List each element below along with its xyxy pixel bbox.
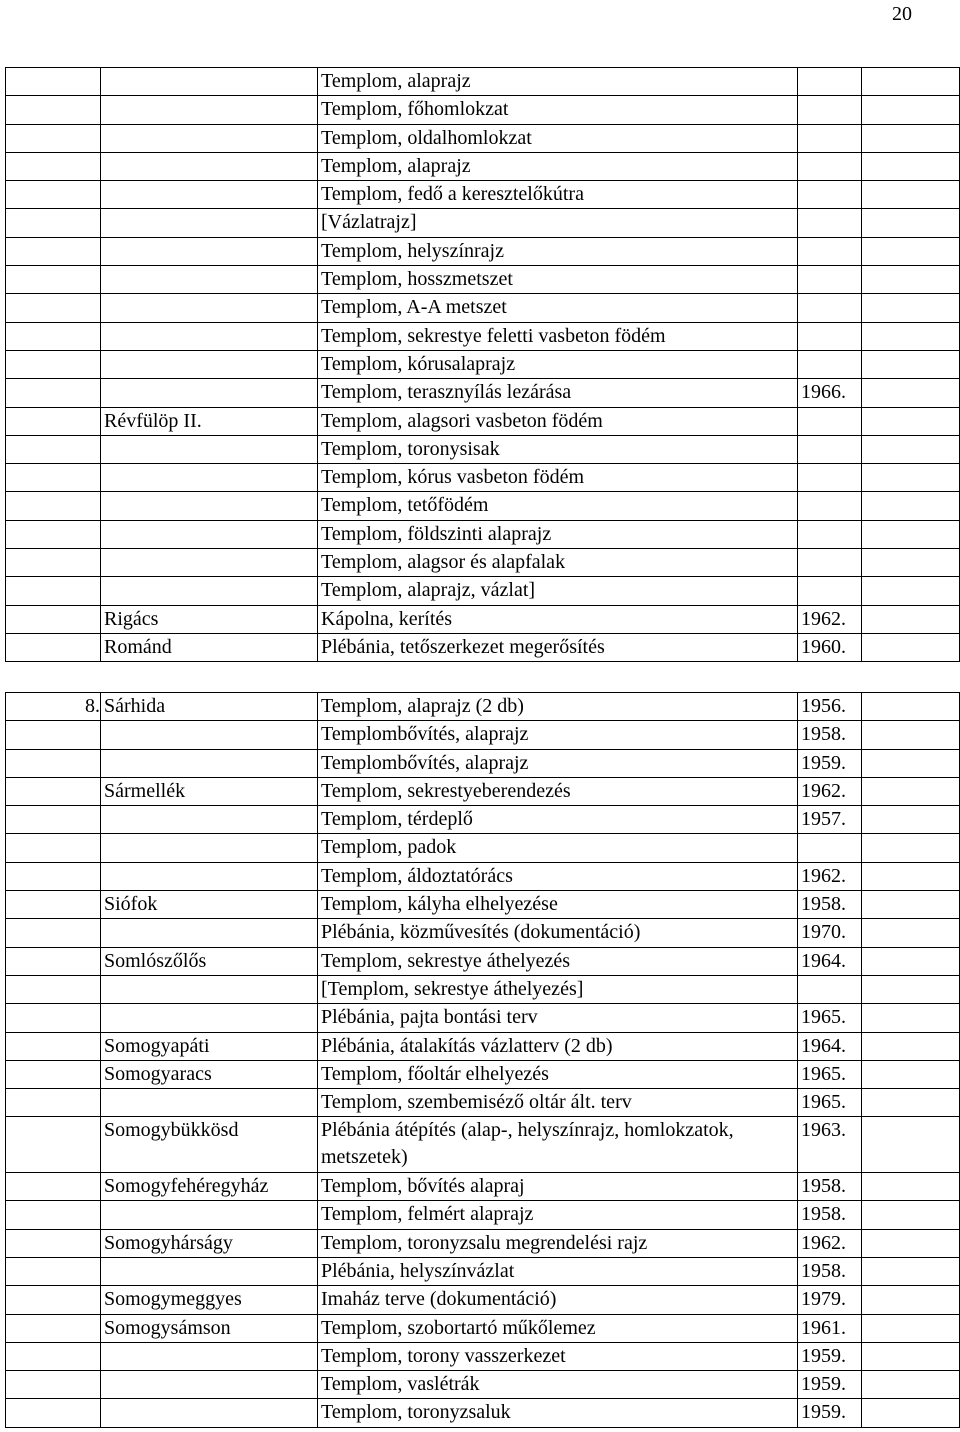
description-cell: Templom, sekrestye feletti vasbeton födém <box>318 322 798 350</box>
number-cell <box>6 749 101 777</box>
place-cell <box>101 181 318 209</box>
table-row <box>6 407 960 435</box>
year-cell: 1963. <box>798 1117 862 1173</box>
description-cell: Templom, főhomlokzat <box>318 96 798 124</box>
table-row <box>6 721 960 749</box>
number-cell <box>6 1173 101 1201</box>
description-cell: Templom, fedő a keresztelőkútra <box>318 181 798 209</box>
number-cell <box>6 1089 101 1117</box>
empty-cell <box>862 777 960 805</box>
description-cell: Templom, alagsor és alapfalak <box>318 549 798 577</box>
year-cell: 1965. <box>798 1089 862 1117</box>
year-cell <box>798 407 862 435</box>
description-cell: Plébánia, átalakítás vázlatterv (2 db) <box>318 1032 798 1060</box>
year-cell: 1964. <box>798 947 862 975</box>
empty-cell <box>862 407 960 435</box>
table-row <box>6 1399 960 1427</box>
place-cell: Révfülöp II. <box>101 407 318 435</box>
number-cell: 8. <box>6 693 101 721</box>
place-cell: Sárhida <box>101 693 318 721</box>
description-cell: Templom, toronysisak <box>318 435 798 463</box>
empty-cell <box>862 1314 960 1342</box>
table-row <box>6 68 960 96</box>
empty-cell <box>862 1371 960 1399</box>
number-cell <box>6 947 101 975</box>
table-row <box>6 181 960 209</box>
table-row <box>6 266 960 294</box>
empty-cell <box>862 1117 960 1173</box>
empty-cell <box>862 1257 960 1285</box>
number-cell <box>6 777 101 805</box>
number-cell <box>6 633 101 661</box>
place-cell: Somogybükkösd <box>101 1117 318 1173</box>
empty-cell <box>862 1032 960 1060</box>
empty-cell <box>862 1089 960 1117</box>
table-row <box>6 549 960 577</box>
description-cell: Templom, kórusalaprajz <box>318 350 798 378</box>
number-cell <box>6 862 101 890</box>
place-cell <box>101 1257 318 1285</box>
place-cell <box>101 464 318 492</box>
year-cell <box>798 549 862 577</box>
table-row <box>6 749 960 777</box>
empty-cell <box>862 124 960 152</box>
table-row <box>6 1229 960 1257</box>
number-cell <box>6 237 101 265</box>
year-cell: 1962. <box>798 605 862 633</box>
empty-cell <box>862 181 960 209</box>
table-row <box>6 891 960 919</box>
description-cell: Templom, helyszínrajz <box>318 237 798 265</box>
description-cell: Templombővítés, alaprajz <box>318 721 798 749</box>
description-cell: Templom, alaprajz <box>318 152 798 180</box>
number-cell <box>6 96 101 124</box>
table-row <box>6 1201 960 1229</box>
table-row <box>6 975 960 1003</box>
place-cell: Somogyapáti <box>101 1032 318 1060</box>
description-cell: Templom, tetőfödém <box>318 492 798 520</box>
place-cell: Siófok <box>101 891 318 919</box>
empty-cell <box>862 891 960 919</box>
table-row <box>6 1173 960 1201</box>
number-cell <box>6 294 101 322</box>
year-cell: 1959. <box>798 1371 862 1399</box>
empty-cell <box>862 1060 960 1088</box>
place-cell <box>101 68 318 96</box>
place-cell <box>101 1004 318 1032</box>
year-cell: 1957. <box>798 806 862 834</box>
place-cell: Somogyaracs <box>101 1060 318 1088</box>
empty-cell <box>862 266 960 294</box>
description-cell: [Templom, sekrestye áthelyezés] <box>318 975 798 1003</box>
empty-cell <box>862 464 960 492</box>
number-cell <box>6 1371 101 1399</box>
table-row <box>6 693 960 721</box>
place-cell: Románd <box>101 633 318 661</box>
place-cell <box>101 834 318 862</box>
empty-cell <box>862 693 960 721</box>
table-row <box>6 1089 960 1117</box>
number-cell <box>6 1032 101 1060</box>
year-cell <box>798 834 862 862</box>
number-cell <box>6 322 101 350</box>
place-cell <box>101 919 318 947</box>
number-cell <box>6 266 101 294</box>
year-cell <box>798 68 862 96</box>
empty-cell <box>862 749 960 777</box>
empty-cell <box>862 1004 960 1032</box>
year-cell: 1966. <box>798 379 862 407</box>
empty-cell <box>862 605 960 633</box>
table-row <box>6 492 960 520</box>
year-cell: 1956. <box>798 693 862 721</box>
year-cell: 1979. <box>798 1286 862 1314</box>
number-cell <box>6 209 101 237</box>
place-cell <box>101 975 318 1003</box>
empty-cell <box>862 549 960 577</box>
number-cell <box>6 721 101 749</box>
description-cell: Templom, alaprajz (2 db) <box>318 693 798 721</box>
description-cell: Templom, terasznyílás lezárása <box>318 379 798 407</box>
empty-cell <box>862 68 960 96</box>
year-cell <box>798 350 862 378</box>
number-cell <box>6 407 101 435</box>
place-cell <box>101 152 318 180</box>
place-cell <box>101 549 318 577</box>
number-cell <box>6 152 101 180</box>
number-cell <box>6 1342 101 1370</box>
number-cell <box>6 605 101 633</box>
description-cell: Templom, padok <box>318 834 798 862</box>
description-cell: Templom, alaprajz, vázlat] <box>318 577 798 605</box>
number-cell <box>6 492 101 520</box>
year-cell <box>798 152 862 180</box>
place-cell <box>101 577 318 605</box>
table-row <box>6 96 960 124</box>
number-cell <box>6 350 101 378</box>
table-row <box>6 379 960 407</box>
table-row <box>6 322 960 350</box>
empty-cell <box>862 577 960 605</box>
number-cell <box>6 975 101 1003</box>
empty-cell <box>862 350 960 378</box>
number-cell <box>6 1286 101 1314</box>
place-cell: Somogyfehéregyház <box>101 1173 318 1201</box>
year-cell: 1970. <box>798 919 862 947</box>
empty-cell <box>862 834 960 862</box>
empty-cell <box>862 1173 960 1201</box>
description-cell: Templom, felmért alaprajz <box>318 1201 798 1229</box>
year-cell: 1958. <box>798 1173 862 1201</box>
empty-cell <box>862 633 960 661</box>
number-cell <box>6 1060 101 1088</box>
year-cell <box>798 209 862 237</box>
place-cell: Somogyhárságy <box>101 1229 318 1257</box>
number-cell <box>6 1201 101 1229</box>
year-cell: 1959. <box>798 749 862 777</box>
description-cell: Templom, bővítés alapraj <box>318 1173 798 1201</box>
place-cell: Somogysámson <box>101 1314 318 1342</box>
number-cell <box>6 1399 101 1427</box>
place-cell <box>101 492 318 520</box>
year-cell <box>798 294 862 322</box>
archive-table-section-8 <box>5 692 960 1428</box>
description-cell: Templom, kályha elhelyezése <box>318 891 798 919</box>
empty-cell <box>862 862 960 890</box>
description-cell: Templom, sekrestye áthelyezés <box>318 947 798 975</box>
empty-cell <box>862 1229 960 1257</box>
description-cell: Templom, vaslétrák <box>318 1371 798 1399</box>
place-cell <box>101 749 318 777</box>
description-cell: Templom, főoltár elhelyezés <box>318 1060 798 1088</box>
table-row <box>6 1257 960 1285</box>
page-number: 20 <box>892 3 912 25</box>
place-cell <box>101 266 318 294</box>
table-row <box>6 919 960 947</box>
empty-cell <box>862 520 960 548</box>
place-cell <box>101 294 318 322</box>
year-cell: 1964. <box>798 1032 862 1060</box>
place-cell <box>101 1089 318 1117</box>
place-cell <box>101 520 318 548</box>
table-row <box>6 834 960 862</box>
number-cell <box>6 549 101 577</box>
place-cell <box>101 862 318 890</box>
table-row <box>6 1371 960 1399</box>
year-cell <box>798 975 862 1003</box>
place-cell <box>101 237 318 265</box>
number-cell <box>6 181 101 209</box>
place-cell <box>101 1201 318 1229</box>
year-cell: 1962. <box>798 777 862 805</box>
description-cell: Templom, sekrestyeberendezés <box>318 777 798 805</box>
table-row <box>6 294 960 322</box>
table-row <box>6 209 960 237</box>
year-cell: 1962. <box>798 1229 862 1257</box>
description-cell: Templom, hosszmetszet <box>318 266 798 294</box>
place-cell: Somogymeggyes <box>101 1286 318 1314</box>
description-cell: Templom, földszinti alaprajz <box>318 520 798 548</box>
description-cell: Templom, alagsori vasbeton födém <box>318 407 798 435</box>
place-cell <box>101 96 318 124</box>
table-row <box>6 1060 960 1088</box>
empty-cell <box>862 1399 960 1427</box>
empty-cell <box>862 96 960 124</box>
place-cell <box>101 350 318 378</box>
table-row <box>6 633 960 661</box>
table-row <box>6 237 960 265</box>
table-row <box>6 1032 960 1060</box>
table-row <box>6 1004 960 1032</box>
description-cell: Kápolna, kerítés <box>318 605 798 633</box>
description-cell: Templom, áldoztatórács <box>318 862 798 890</box>
year-cell <box>798 266 862 294</box>
year-cell: 1959. <box>798 1399 862 1427</box>
empty-cell <box>862 1201 960 1229</box>
description-cell: Plébánia, tetőszerkezet megerősítés <box>318 633 798 661</box>
number-cell <box>6 891 101 919</box>
number-cell <box>6 124 101 152</box>
number-cell <box>6 1004 101 1032</box>
year-cell <box>798 464 862 492</box>
empty-cell <box>862 322 960 350</box>
description-cell: Plébánia, helyszínvázlat <box>318 1257 798 1285</box>
place-cell <box>101 1371 318 1399</box>
place-cell: Rigács <box>101 605 318 633</box>
number-cell <box>6 1314 101 1342</box>
empty-cell <box>862 209 960 237</box>
empty-cell <box>862 947 960 975</box>
year-cell <box>798 237 862 265</box>
table-row <box>6 464 960 492</box>
table-row <box>6 777 960 805</box>
place-cell <box>101 124 318 152</box>
number-cell <box>6 806 101 834</box>
table-row <box>6 152 960 180</box>
empty-cell <box>862 975 960 1003</box>
year-cell: 1965. <box>798 1060 862 1088</box>
description-cell: Templom, oldalhomlokzat <box>318 124 798 152</box>
description-cell: Templom, toronyzsaluk <box>318 1399 798 1427</box>
year-cell <box>798 181 862 209</box>
year-cell <box>798 492 862 520</box>
empty-cell <box>862 435 960 463</box>
empty-cell <box>862 1286 960 1314</box>
place-cell <box>101 209 318 237</box>
number-cell <box>6 919 101 947</box>
empty-cell <box>862 721 960 749</box>
description-cell: Templom, szembemiséző oltár ált. terv <box>318 1089 798 1117</box>
number-cell <box>6 577 101 605</box>
empty-cell <box>862 806 960 834</box>
archive-table-continued <box>5 67 960 662</box>
description-cell: Templom, kórus vasbeton födém <box>318 464 798 492</box>
place-cell <box>101 1342 318 1370</box>
description-cell: Imaház terve (dokumentáció) <box>318 1286 798 1314</box>
description-cell: Plébánia, pajta bontási terv <box>318 1004 798 1032</box>
year-cell <box>798 577 862 605</box>
year-cell: 1961. <box>798 1314 862 1342</box>
empty-cell <box>862 237 960 265</box>
number-cell <box>6 68 101 96</box>
place-cell: Sármellék <box>101 777 318 805</box>
place-cell <box>101 379 318 407</box>
year-cell <box>798 322 862 350</box>
empty-cell <box>862 919 960 947</box>
empty-cell <box>862 152 960 180</box>
year-cell: 1958. <box>798 721 862 749</box>
table-row <box>6 605 960 633</box>
table-row <box>6 350 960 378</box>
empty-cell <box>862 492 960 520</box>
year-cell: 1962. <box>798 862 862 890</box>
year-cell: 1958. <box>798 1201 862 1229</box>
place-cell: Somlószőlős <box>101 947 318 975</box>
number-cell <box>6 834 101 862</box>
year-cell: 1965. <box>798 1004 862 1032</box>
table-row <box>6 577 960 605</box>
year-cell <box>798 96 862 124</box>
empty-cell <box>862 1342 960 1370</box>
year-cell <box>798 520 862 548</box>
table-row <box>6 1342 960 1370</box>
place-cell <box>101 1399 318 1427</box>
empty-cell <box>862 379 960 407</box>
table-row <box>6 435 960 463</box>
description-cell: Plébánia, közművesítés (dokumentáció) <box>318 919 798 947</box>
table-row <box>6 947 960 975</box>
year-cell: 1960. <box>798 633 862 661</box>
place-cell <box>101 322 318 350</box>
year-cell: 1958. <box>798 1257 862 1285</box>
description-cell: Templom, torony vasszerkezet <box>318 1342 798 1370</box>
number-cell <box>6 1229 101 1257</box>
description-cell: Templom, alaprajz <box>318 68 798 96</box>
table-row <box>6 1117 960 1173</box>
description-cell: [Vázlatrajz] <box>318 209 798 237</box>
number-cell <box>6 464 101 492</box>
place-cell <box>101 806 318 834</box>
table-row <box>6 806 960 834</box>
description-cell: Templom, térdeplő <box>318 806 798 834</box>
description-cell: Templombővítés, alaprajz <box>318 749 798 777</box>
year-cell <box>798 124 862 152</box>
place-cell <box>101 435 318 463</box>
number-cell <box>6 520 101 548</box>
table-row <box>6 1286 960 1314</box>
table-row <box>6 520 960 548</box>
description-cell: Templom, A-A metszet <box>318 294 798 322</box>
table-row <box>6 862 960 890</box>
description-cell: Templom, szobortartó műkőlemez <box>318 1314 798 1342</box>
number-cell <box>6 435 101 463</box>
number-cell <box>6 379 101 407</box>
number-cell <box>6 1257 101 1285</box>
table-row <box>6 124 960 152</box>
year-cell <box>798 435 862 463</box>
year-cell: 1959. <box>798 1342 862 1370</box>
table-row <box>6 1314 960 1342</box>
empty-cell <box>862 294 960 322</box>
description-cell: Plébánia átépítés (alap-, helyszínrajz, homlokzatok, metszetek) <box>318 1117 798 1173</box>
year-cell: 1958. <box>798 891 862 919</box>
number-cell <box>6 1117 101 1173</box>
description-cell: Templom, toronyzsalu megrendelési rajz <box>318 1229 798 1257</box>
place-cell <box>101 721 318 749</box>
